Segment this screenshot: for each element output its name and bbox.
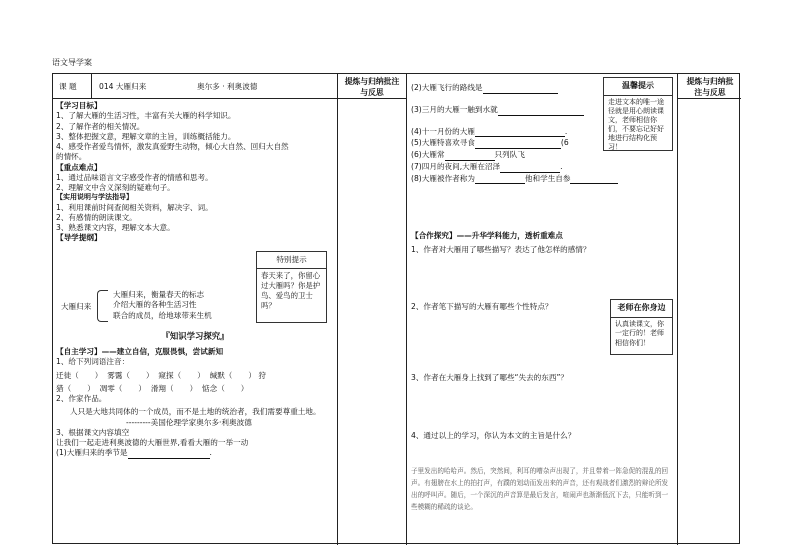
fill-item-2: (2)大雁飞行的路线是 <box>411 82 673 94</box>
goal-item: 3、整体把握文意，理解文章的主旨，训练概括能力。 <box>56 131 236 141</box>
divider-header-label <box>91 74 92 98</box>
coop-question-1: 1、作者对大雁用了哪些描写？表达了他怎样的感情？ <box>411 245 591 255</box>
header-rule-right <box>677 98 741 99</box>
explore-heading: 『知识学习探究』 <box>161 331 229 341</box>
outline-items <box>113 290 212 321</box>
warm-tip-box <box>603 77 673 151</box>
worksheet <box>52 73 740 544</box>
outline-item: 介绍大雁的各种生活习性 <box>113 300 197 310</box>
pinyin-row-1: 迁徙（ ） 雾霭（ ） 窥探（ ） 缄默（ ） 狩 <box>56 370 266 380</box>
question-2: 2、作家作品。 <box>56 394 107 403</box>
cooperative-subtitle: ——升华学科能力，透析重难点 <box>456 231 563 240</box>
course-label: 课 题 <box>59 82 77 91</box>
fill-item-4: (4)十一月份的大雁 . <box>411 126 568 136</box>
coop-question-4: 4、通过以上的学习，你认为本文的主旨是什么？ <box>411 431 576 440</box>
side-column-label-left: 提炼与归纳批注与反思 <box>344 77 400 97</box>
method-heading: 【实用说明与学法指导】 <box>56 193 133 202</box>
goal-item: 4、感受作者爱鸟情怀，激发真爱野生动物，倾心大自然、回归大自然 <box>56 142 289 151</box>
answer-blank[interactable] <box>498 107 584 116</box>
side-column-label-right: 提炼与归纳批注与反思 <box>686 77 734 97</box>
fill-item-7: (7)四月的夜间,大雁在沼泽 . <box>411 161 563 171</box>
fill-item-3: (3)三月的大雁一触到水就 <box>411 104 673 116</box>
answer-blank[interactable] <box>500 164 560 173</box>
fill-item-6: (6)大雁常 只列队飞 <box>411 150 525 160</box>
fill-item-5: (5)大雁特喜欢寻食 (6 <box>411 138 569 148</box>
fill-item-1: (1)大雁归来的季节是 . <box>56 448 212 458</box>
coop-question-2: 2、作者笔下描写的大雁有哪些个性特点？ <box>411 302 553 311</box>
divider-left-side <box>337 74 338 545</box>
author-name: 奥尔多 · 利奥波德 <box>197 82 258 91</box>
self-study-heading: 【自主学习】 <box>56 347 102 356</box>
left-column-content <box>56 101 336 244</box>
warm-tip-body: 走进文本的唯一途径就是用心朗读课文，老师相信你们，不要忘记好好地进行结构化预习！ <box>608 97 664 152</box>
question-1: 1、给下列词语注音： <box>56 357 130 367</box>
fill-item-8: (8)大雁被作者称为 他和学生自参 <box>411 173 673 185</box>
quote-text: 人只是大地共同体的一个成员，而不是土地的统治者，我们需要尊重土地。 <box>70 407 321 417</box>
key-point-item: 2、理解文中含义深刻的疑难句子。 <box>56 183 175 192</box>
course-value: 014 大雁归来 <box>99 82 147 91</box>
teacher-box-body: 认真读课文，你一定行的！老师相信你们！ <box>615 319 664 347</box>
special-hint-title: 特别提示 <box>257 252 326 269</box>
page-title: 语文导学案 <box>52 58 92 67</box>
answer-blank[interactable] <box>475 175 525 184</box>
question-3-intro: 让我们一起走进利奥波德的大雁世界,看看大雁的一举一动 <box>56 438 249 447</box>
bottom-paragraph: 子里发出的哈哈声。然后，突然间，利耳的嘈杂声出现了，并且带着一阵急促的混乱的回声。有翅膀在水上的拍打声，有蹼的划动而发出来的声音，还有观战者们激烈的辩论所发出的呼叫声。随后，一个深沉的声音算是最后发言，喧闹声也渐渐低沉下去，只能听到一些模糊的稀疏的谈论。 <box>411 467 669 511</box>
divider-center <box>406 74 407 545</box>
warm-tip-title: 温馨提示 <box>604 78 672 96</box>
header-rule-left <box>53 98 406 99</box>
outline-brace <box>97 290 108 322</box>
coop-question-3: 3、作者在大雁身上找到了哪些“失去的东西”？ <box>411 373 568 382</box>
outline-item: 联合的成员，给地球带来生机 <box>113 310 212 320</box>
method-item: 3、熟悉课文内容，理解文本大意。 <box>56 223 175 233</box>
self-study-section <box>56 347 336 459</box>
special-hint-box <box>256 251 327 323</box>
answer-blank[interactable] <box>483 85 558 94</box>
key-points-heading: 【重点难点】 <box>56 162 102 172</box>
outline-root: 大雁归来 <box>61 302 92 311</box>
special-hint-body: 春天来了，你留心过大雁吗？你是护鸟、爱鸟的卫士吗？ <box>261 271 321 311</box>
method-item: 2、有感情的朗读课文。 <box>56 212 137 222</box>
teacher-box <box>610 299 673 355</box>
method-item: 1、利用课前时间查阅相关资料，解决字、词。 <box>56 202 213 212</box>
answer-blank[interactable] <box>570 175 618 184</box>
cooperative-section <box>411 231 673 256</box>
answer-blank[interactable] <box>445 152 495 161</box>
goal-item: 的情怀。 <box>56 152 87 162</box>
answer-blank[interactable] <box>475 140 561 149</box>
teacher-box-title: 老师在你身边 <box>611 300 672 318</box>
quote-source: ---------美国伦理学家奥尔多·利奥波德 <box>126 417 252 427</box>
question-3: 3、根据课文内容填空 <box>56 427 130 437</box>
goal-item: 1、了解大雁的生活习性，丰富有关大雁的科学知识。 <box>56 111 236 121</box>
outline-heading: 【导学提纲】 <box>56 233 102 243</box>
answer-blank[interactable] <box>475 128 565 137</box>
self-study-subtitle: ——建立自信，克服畏惧，尝试新知 <box>101 347 224 356</box>
divider-right-side <box>677 74 678 545</box>
answer-blank[interactable] <box>128 450 210 459</box>
pinyin-row-2: 猎（ ） 凋零（ ） 滑翔（ ） 惦念（ ） <box>56 383 249 393</box>
cooperative-heading: 【合作探究】 <box>411 231 457 240</box>
goals-heading: 【学习目标】 <box>56 101 102 110</box>
outline-item: 大雁归来，衡量春天的标志 <box>113 290 205 299</box>
key-point-item: 1、通过品味语言文字感受作者的情感和思考。 <box>56 172 213 182</box>
goal-item: 2、了解作者的相关情况。 <box>56 121 145 131</box>
